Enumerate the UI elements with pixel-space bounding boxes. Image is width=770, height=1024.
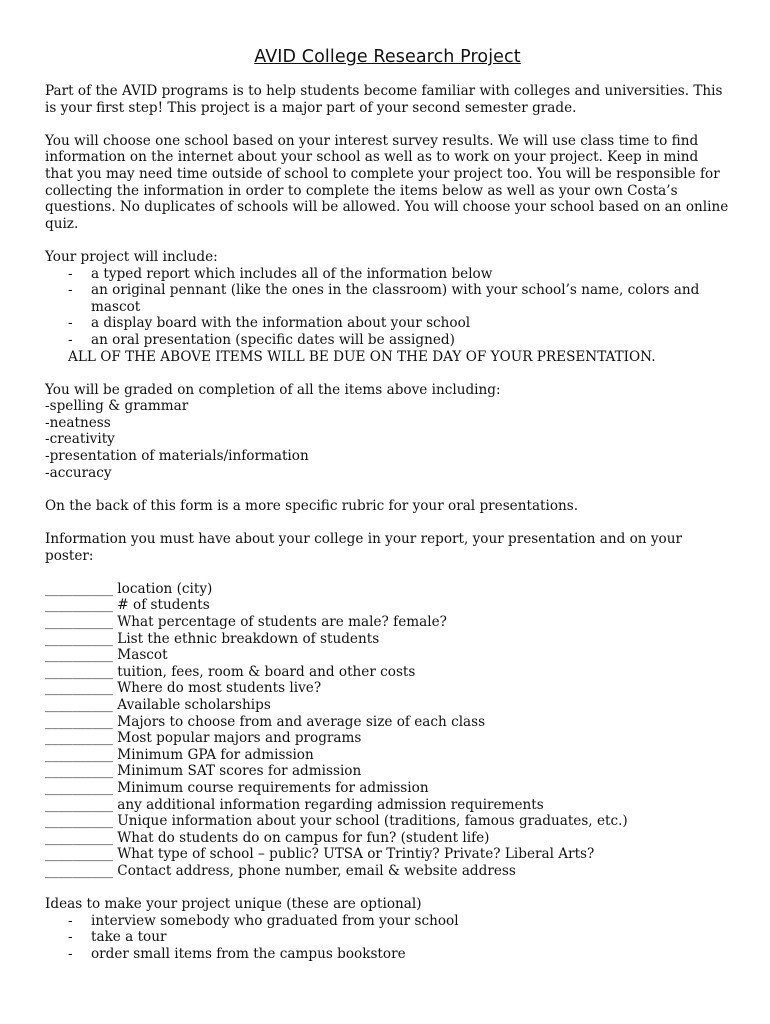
blank-line: __________ <box>45 730 113 747</box>
blank-line: __________ <box>45 846 113 863</box>
checklist-item: __________ What type of school – public? UTSA or Trintiy? Private? Liberal Arts? <box>45 846 595 863</box>
blank-line: __________ <box>45 614 113 630</box>
blank-line: __________ <box>45 829 113 846</box>
blank-line: __________ <box>45 713 113 730</box>
blank-line: __________ <box>45 580 113 597</box>
intro-paragraph-2: You will choose one school based on your interest survey results. We will use class time to find information on the internet about your school as well as to work on your project. Keep in mind that you may need time outside of school to complete your project too. You will be responsible for collecting the information in order to complete the items below as well as your own Costa’s questions. No duplicates of schools will be allowed. You will choose your school based on an online quiz. <box>45 132 729 232</box>
checklist-item: __________ Minimum course requirements for admission <box>45 779 429 796</box>
checklist-item: __________ Most popular majors and programs <box>45 730 362 747</box>
checklist-item: __________ Minimum SAT scores for admission <box>45 763 362 780</box>
intro-paragraph-1: Part of the AVID programs is to help students become familiar with colleges and universities. This is your first step! This project is a major part of your second semester grade. <box>45 83 723 116</box>
checklist-item: __________ location (city) <box>45 580 213 597</box>
grading-item: -neatness <box>45 414 111 431</box>
grading-heading: You will be graded on completion of all the items above including: <box>45 381 501 398</box>
spacer <box>45 514 730 531</box>
grading-item: -presentation of materials/information <box>45 448 309 465</box>
blank-line: __________ <box>45 647 113 664</box>
dash-bullet: - <box>68 265 73 282</box>
blank-line: __________ <box>45 763 113 780</box>
dash-bullet: - <box>68 282 73 299</box>
info-checklist <box>45 581 730 880</box>
blank-line: __________ <box>45 630 113 647</box>
list-item: - take a tour <box>68 929 167 946</box>
info-heading: Information you must have about your college in your report, your presentation and on your poster: <box>45 531 682 564</box>
spacer <box>45 232 730 249</box>
spacer <box>45 880 730 897</box>
list-item: - order small items from the campus bookstore <box>68 945 406 962</box>
blank-line: __________ <box>45 597 113 614</box>
checklist-item: __________ # of students <box>45 597 210 614</box>
list-item: - a typed report which includes all of the information below <box>68 265 493 282</box>
due-note: ALL OF THE ABOVE ITEMS WILL BE DUE ON THE DAY OF YOUR PRESENTATION. <box>68 348 656 365</box>
grading-item: -creativity <box>45 431 115 448</box>
list-item: - an oral presentation (specific dates will be assigned) <box>68 331 455 348</box>
checklist-item: __________ Available scholarships <box>45 696 271 713</box>
blank-line: __________ <box>45 779 113 796</box>
ideas-heading: Ideas to make your project unique (these are optional) <box>45 896 422 913</box>
checklist-item: __________ Minimum GPA for admission <box>45 746 314 763</box>
blank-line: __________ <box>45 746 113 763</box>
checklist-item: __________ Majors to choose from and average size of each class <box>45 713 486 730</box>
rubric-note: On the back of this form is a more specific rubric for your oral presentations. <box>45 497 579 514</box>
checklist-item: __________ List the ethnic breakdown of students <box>45 630 380 647</box>
checklist-item: __________ any additional information regarding admission requirements <box>45 796 544 813</box>
grading-item: -accuracy <box>45 464 112 481</box>
dash-bullet: - <box>68 315 73 332</box>
dash-bullet: - <box>68 912 73 929</box>
checklist-item: __________ Where do most students live? <box>45 680 322 697</box>
spacer <box>45 481 730 498</box>
checklist-item: __________ What do students do on campus for fun? (student life) <box>45 829 490 846</box>
checklist-item: __________ What percentage of students are male? female? <box>45 614 447 630</box>
dash-bullet: - <box>68 929 73 946</box>
project-heading: Your project will include: <box>45 248 218 265</box>
blank-line: __________ <box>45 813 113 830</box>
project-items-list <box>45 266 730 349</box>
list-item: - interview somebody who graduated from your school <box>68 912 459 929</box>
spacer <box>45 365 730 382</box>
blank-line: __________ <box>45 680 113 697</box>
grading-item: -spelling & grammar <box>45 398 189 415</box>
page-title: AVID College Research Project <box>254 47 521 67</box>
blank-line: __________ <box>45 663 113 680</box>
checklist-item: __________ Unique information about your school (traditions, famous graduates, etc.) <box>45 813 628 830</box>
dash-bullet: - <box>68 945 73 962</box>
spacer <box>45 564 730 581</box>
dash-bullet: - <box>68 331 73 348</box>
checklist-item: __________ tuition, fees, room & board and other costs <box>45 663 416 680</box>
spacer <box>45 116 730 133</box>
checklist-item: __________ Contact address, phone number, email & website address <box>45 862 516 879</box>
list-item: - a display board with the information about your school <box>68 315 471 332</box>
blank-line: __________ <box>45 696 113 713</box>
checklist-item: __________ Mascot <box>45 647 168 664</box>
blank-line: __________ <box>45 796 113 813</box>
blank-line: __________ <box>45 862 113 879</box>
ideas-list <box>45 913 730 963</box>
list-item: - an original pennant (like the ones in the classroom) with your school’s name, colors and mascot <box>68 282 700 315</box>
